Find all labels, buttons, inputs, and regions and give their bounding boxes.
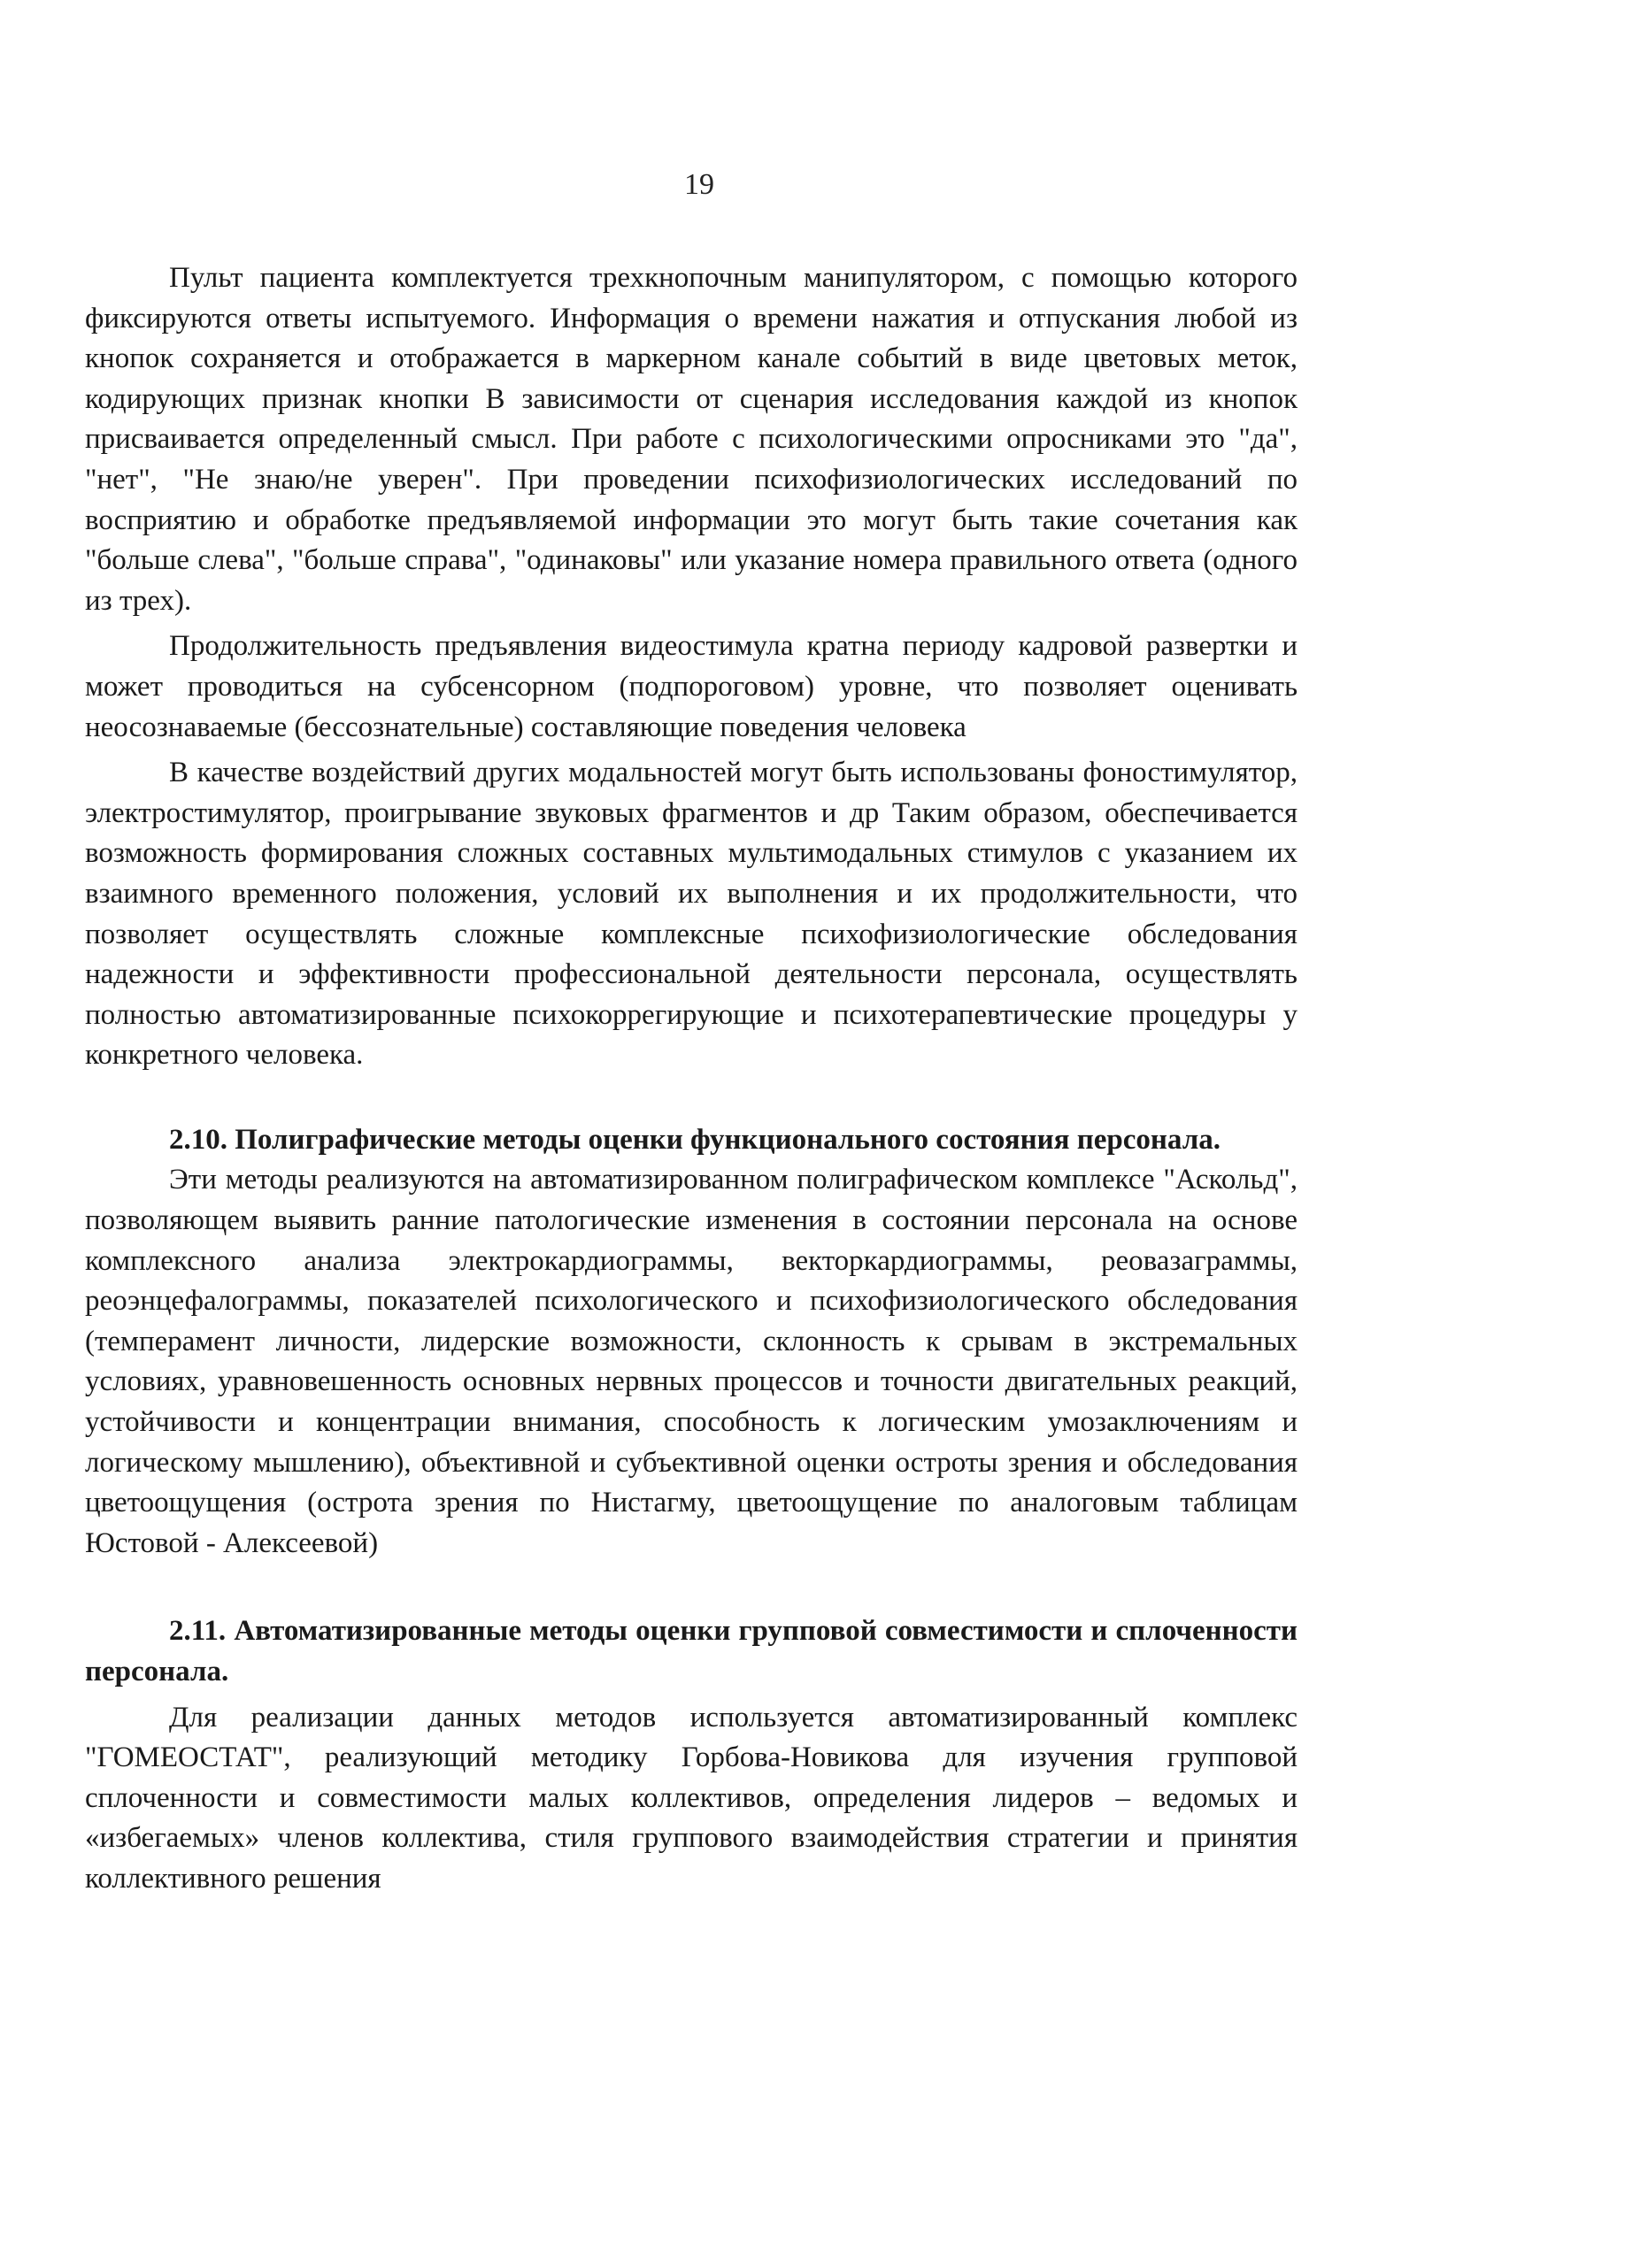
page-number: 19 bbox=[684, 168, 714, 201]
section-heading-2-11: 2.11. Автоматизированные методы оценки групповой совместимости и сплоченности персонала. bbox=[85, 1615, 1298, 1688]
paragraph-other-modalities: В качестве воздействий других модальностей могут быть использованы фоностимулятор, электростимулятор, проигрывание звуковых фрагментов и др Таким образом, обеспечивается возможность формирования сложных составных мультимодальных стимулов с указанием их взаимного временного положения, условий их выполнения и их продолжительности, что позволяет осуществлять сложные комплексные психофизиологические обследования надежности и эффективности профессиональной деятельности персонала, осуществлять полностью автоматизированные психокоррегирующие и психотерапевтические процедуры у конкретного человека. bbox=[85, 757, 1298, 1072]
paragraph-video-stimulus: Продолжительность предъявления видеостимула кратна периоду кадровой развертки и может проводиться на субсенсорном (подпороговом) уровне, что позволяет оценивать неосознаваемые (бессознательные) составляющие поведения человека bbox=[85, 630, 1298, 743]
paragraph-patient-console: Пульт пациента комплектуется трехкнопочным манипулятором, с помощью которого фиксируются ответы испытуемого. Информация о времени нажатия и отпускания любой из кнопок сохраняется и отображается в маркерном канале событий в виде цветовых меток, кодирующих признак кнопки В зависимости от сценария исследования каждой из кнопок присваивается определенный смысл. При работе с психологическими опросниками это "да", "нет", "Не знаю/не уверен". При проведении психофизиологических исследований по восприятию и обработке предъявляемой информации это могут быть такие сочетания как "больше слева", "больше справа", "одинаковы" или указание номера правильного ответа (одного из трех). bbox=[85, 262, 1298, 617]
page-body bbox=[85, 258, 1298, 1900]
section-heading-2-10: 2.10. Полиграфические методы оценки функционального состояния персонала. bbox=[169, 1123, 1221, 1156]
paragraph-group-methods: Для реализации данных методов используется автоматизированный комплекс "ГОМЕОСТАТ", реализующий методику Горбова-Новикова для изучения групповой сплоченности и совместимости малых коллективов, определения лидеров – ведомых и «избегаемых» членов коллектива, стиля группового взаимодействия стратегии и принятия коллективного решения bbox=[85, 1701, 1298, 1895]
paragraph-polygraphic-methods: Эти методы реализуются на автоматизированном полиграфическом комплексе "Аскольд", позволяющем выявить ранние патологические изменения в состоянии персонала на основе комплексного анализа электрокардиограммы, векторкардиограммы, реовазаграммы, реоэнцефалограммы, показателей психологического и психофизиологического обследования (темперамент личности, лидерские возможности, склонность к срывам в экстремальных условиях, уравновешенность основных нервных процессов и точности двигательных реакций, устойчивости и концентрации внимания, способность к логическим умозаключениям и логическому мышлению), объективной и субъективной оценки остроты зрения и обследования цветоощущения (острота зрения по Нистагму, цветоощущение по аналоговым таблицам Юстовой - Алексеевой) bbox=[85, 1164, 1298, 1559]
